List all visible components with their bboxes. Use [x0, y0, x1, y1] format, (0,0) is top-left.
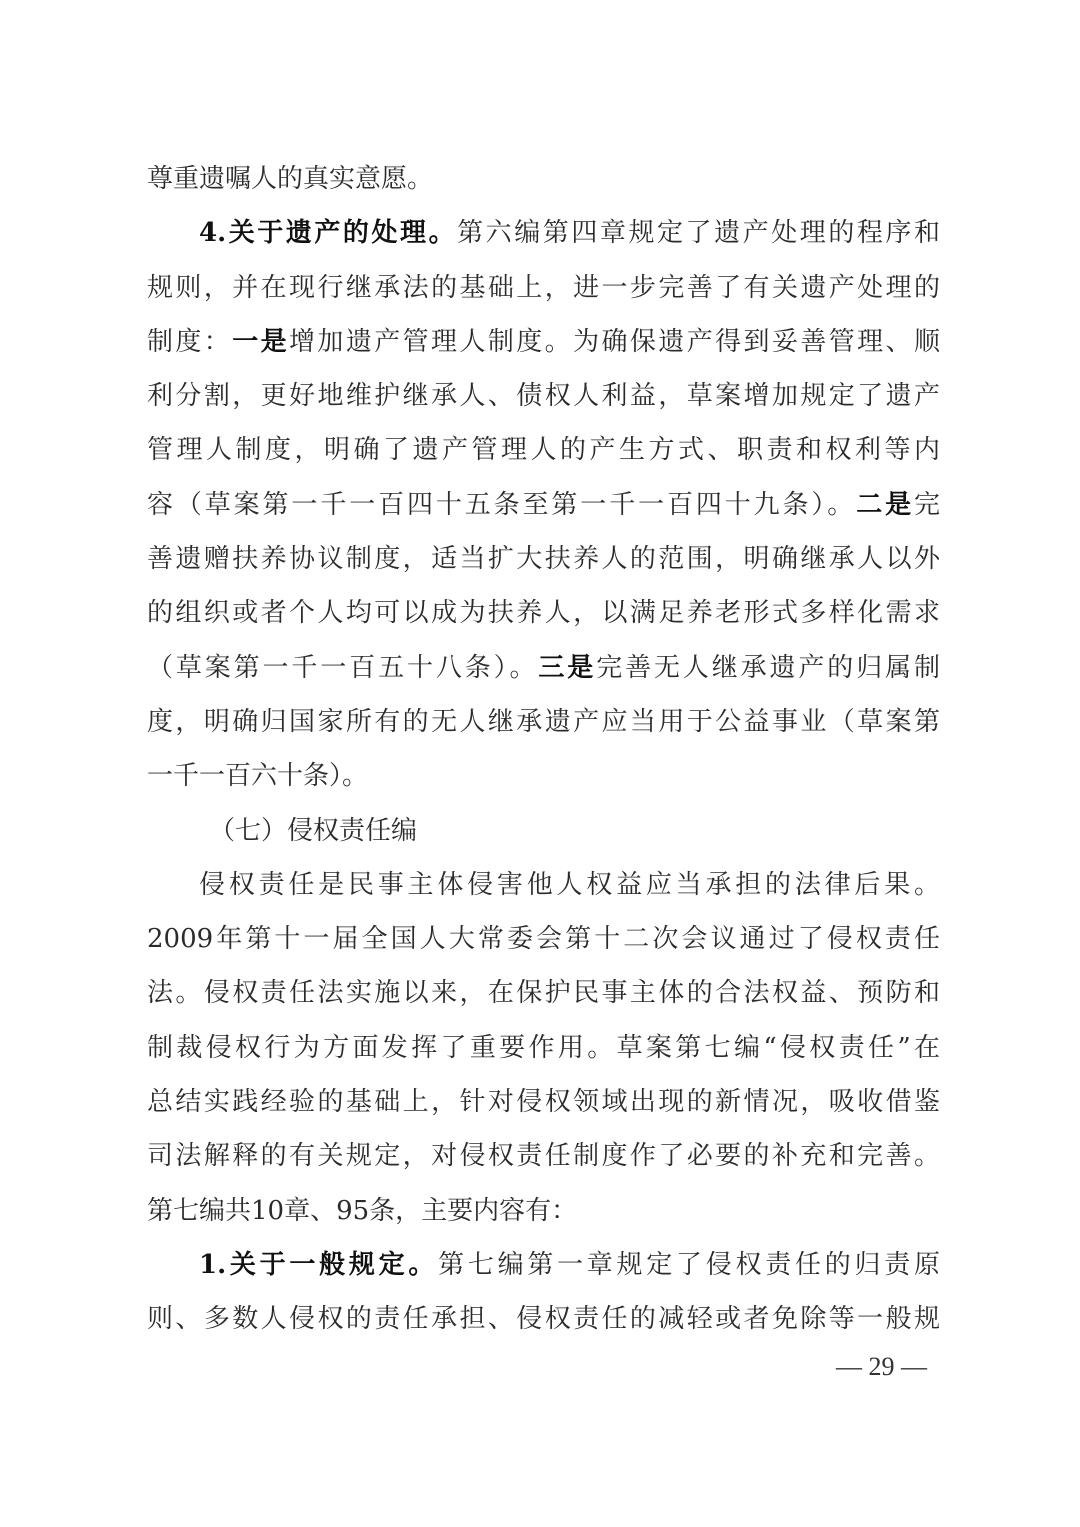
text-run: 的组织或者个人均可以成为扶养人，以满足养老形式多样化需求 — [147, 598, 940, 629]
section-heading-inline: 4.关于遗产的处理。 — [199, 218, 458, 249]
text-run: 利分割，更好地维护继承人、债权人利益，草案增加规定了遗产 — [147, 381, 940, 412]
text-line — [147, 1238, 940, 1292]
text-run: 第七编共10章、95条，主要内容有： — [147, 1195, 578, 1226]
text-run: 第七编第一章规定了侵权责任的归责原 — [438, 1249, 940, 1280]
text-run: 制裁侵权行为方面发挥了重要作用。草案第七编“侵权责任”在 — [147, 1032, 940, 1063]
text-run: 尊重遗嘱人的真实意愿。 — [147, 164, 434, 194]
text-line — [147, 423, 940, 477]
text-line — [147, 1129, 940, 1183]
text-line — [147, 1021, 940, 1075]
text-run: 第六编第四章规定了遗产处理的程序和 — [457, 218, 940, 249]
text-run: 管理人制度，明确了遗产管理人的产生方式、职责和权利等内 — [147, 435, 940, 466]
body-text — [147, 152, 940, 1347]
text-run: 善遗赠扶养协议制度，适当扩大扶养人的范围，明确继承人以外 — [147, 544, 940, 575]
text-run: （七）侵权责任编 — [209, 815, 418, 846]
text-run: 制度： — [147, 326, 233, 357]
text-run: 增加遗产管理人制度。为确保遗产得到妥善管理、顺 — [289, 326, 940, 357]
text-line — [147, 966, 940, 1020]
text-run: 法。侵权责任法实施以来，在保护民事主体的合法权益、预防和 — [147, 978, 940, 1009]
section-heading-inline: 1.关于一般规定。 — [199, 1249, 439, 1280]
text-run: 2009年第十一届全国人大常委会第十二次会议通过了侵权责任 — [147, 924, 940, 955]
text-run: （草案第一千一百五十八条）。 — [147, 652, 539, 683]
text-run: 完 — [913, 489, 940, 520]
text-line — [147, 858, 940, 912]
text-run: 则、多数人侵权的责任承担、侵权责任的减轻或者免除等一般规 — [147, 1304, 940, 1335]
text-line — [147, 152, 940, 206]
page-number: — 29 — — [836, 1352, 927, 1381]
text-line — [147, 586, 940, 640]
text-line — [147, 206, 940, 260]
text-line — [147, 1075, 940, 1129]
text-run: 侵权责任是民事主体侵害他人权益应当承担的法律后果。 — [199, 869, 940, 900]
text-line — [147, 478, 940, 532]
section-heading — [147, 804, 940, 858]
text-line — [147, 315, 940, 369]
text-line — [147, 749, 940, 803]
emphasis-run: 三是 — [538, 652, 597, 683]
text-line — [147, 1184, 940, 1238]
text-line — [147, 369, 940, 423]
text-line — [147, 641, 940, 695]
text-line — [147, 1292, 940, 1346]
emphasis-run: 二是 — [856, 489, 914, 520]
text-run: 容（草案第一千一百四十五条至第一千一百四十九条）。 — [147, 489, 857, 520]
text-run: 度，明确归国家所有的无人继承遗产应当用于公益事业（草案第 — [147, 706, 940, 737]
text-run: 司法解释的有关规定，对侵权责任制度作了必要的补充和完善。 — [147, 1141, 940, 1172]
text-line — [147, 261, 940, 315]
text-run: 总结实践经验的基础上，针对侵权领域出现的新情况，吸收借鉴 — [147, 1087, 940, 1118]
text-line — [147, 695, 940, 749]
text-line — [147, 912, 940, 966]
text-run: 一千一百六十条）。 — [147, 761, 369, 792]
text-line — [147, 532, 940, 586]
text-run: 规则，并在现行继承法的基础上，进一步完善了有关遗产处理的 — [147, 272, 940, 303]
text-run: 完善无人继承遗产的归属制 — [596, 652, 940, 683]
emphasis-run: 一是 — [232, 326, 290, 357]
